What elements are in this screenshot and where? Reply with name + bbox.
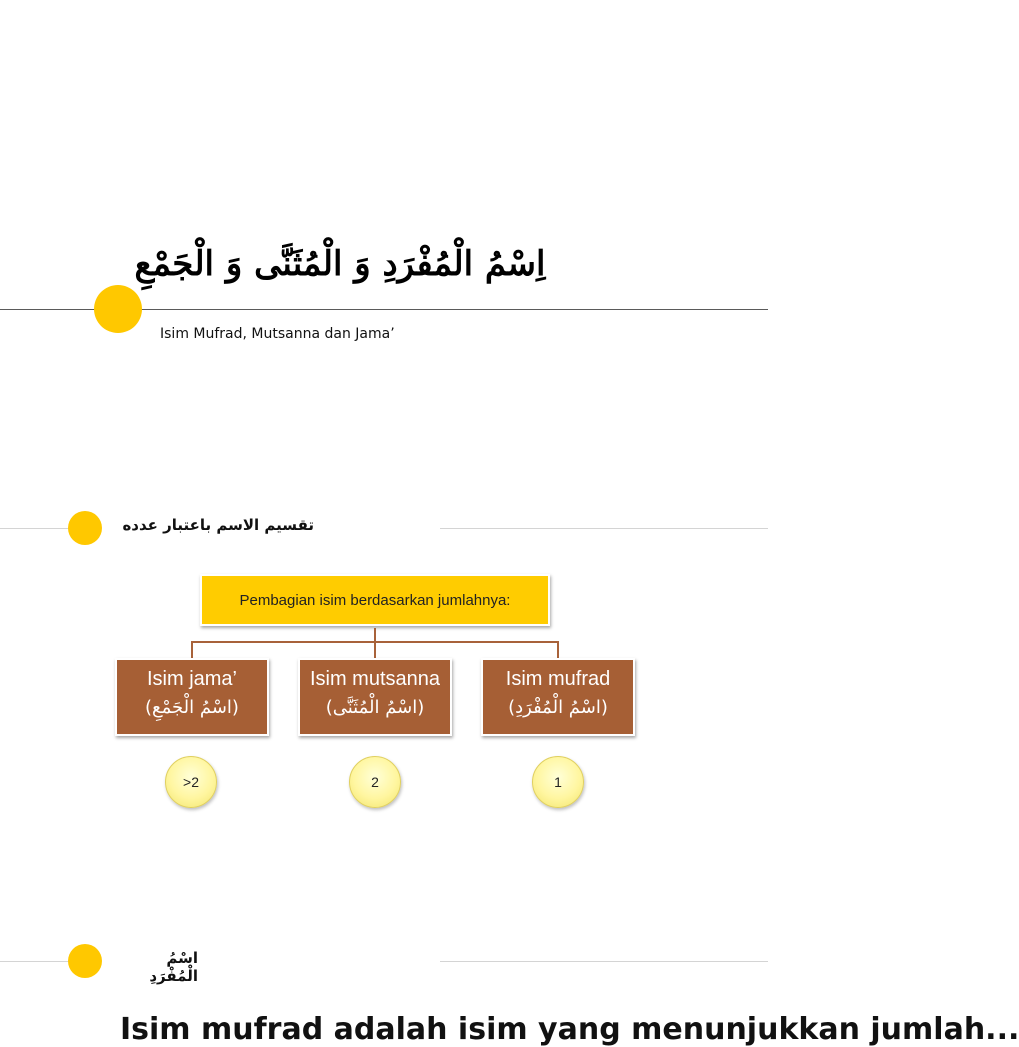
section-divider-right (440, 528, 768, 529)
category-arabic: (اسْمُ الْجَمْعِ) (145, 697, 239, 718)
category-name: Isim jama’ (146, 668, 237, 690)
category-box-mutsanna (298, 658, 452, 736)
connector-right (557, 641, 559, 658)
slide-subtitle: Isim Mufrad, Mutsanna dan Jama’ (160, 326, 395, 342)
connector-vertical-root (374, 628, 376, 642)
section3-divider-left (0, 961, 70, 962)
count-circle-jama: >2 (165, 756, 217, 808)
section-divider-left (0, 528, 70, 529)
connector-middle (374, 641, 376, 658)
section3-divider-right (440, 961, 768, 962)
category-box-mufrad (481, 658, 635, 736)
section-title-arabic: تقسيم الاسم باعتبار عدده (122, 516, 314, 534)
count-circle-mutsanna: 2 (349, 756, 401, 808)
diagram-root-box: Pembagian isim berdasarkan jumlahnya: (200, 574, 550, 626)
connector-left (191, 641, 193, 658)
section3-body-text: Isim mufrad adalah isim yang menunjukkan jumlah... (120, 1012, 1019, 1047)
category-arabic: (اسْمُ الْمُثَنَّى) (325, 697, 425, 718)
section3-accent-dot (68, 944, 102, 978)
title-accent-dot (94, 285, 142, 333)
slide-title-arabic: اِسْمُ الْمُفْرَدِ وَ الْمُثَنَّى وَ الْجَمْعِ (134, 244, 546, 284)
section-accent-dot (68, 511, 102, 545)
category-name: Isim mutsanna (309, 668, 441, 690)
category-box-jama (115, 658, 269, 736)
count-circle-mufrad: 1 (532, 756, 584, 808)
category-arabic: (اسْمُ الْمُفْرَدِ) (508, 697, 608, 718)
section3-title-arabic: اسْمُ الْمُفْرَدِ (149, 949, 198, 985)
category-name: Isim mufrad (505, 668, 611, 690)
